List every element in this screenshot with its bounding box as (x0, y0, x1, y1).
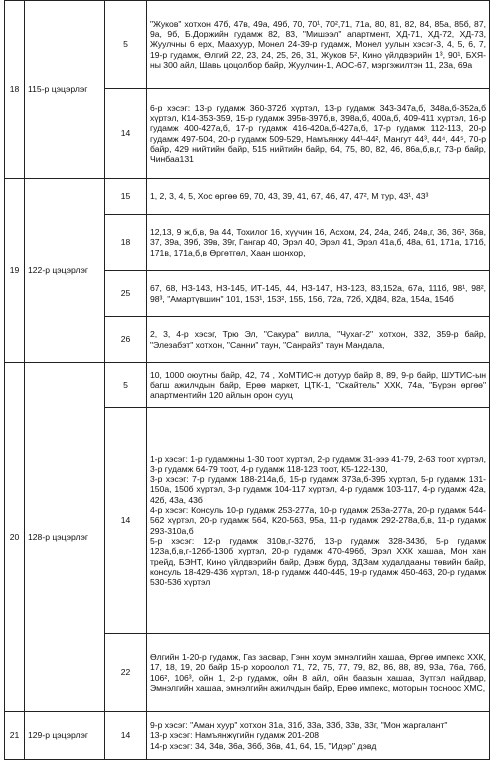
section-number: 26 (105, 317, 147, 363)
row-number: 20 (5, 363, 25, 712)
address-table (4, 0, 490, 760)
section-number: 22 (105, 634, 147, 712)
address-cell: Өлгийн 1-20-р гудамж, Газ засвар, Гэнн хоум эмнэлгийн хашаа, Өргөө импекс ХХК, 17, 18, 19, 20 байр 15-р хороолол 71, 72, 75, 77, 79, 82, 86, 88, 89, 93а, 76а, 76б, 106², 106³, ойн 1, 2-р гудамж, ойн 8 айл, ойн баазын хашаа, Зүтгэл найдвар, Эмнэлгийн хашаа, эмнэлгийн ажилчдын байр, Ерөө импекс, моторын тосноос ХМС, (147, 634, 490, 712)
kindergarten-name: 129-р цэцэрлэг (25, 712, 105, 760)
kindergarten-name: 122-р цэцэрлэг (25, 179, 105, 363)
table-row (5, 179, 490, 215)
address-cell: 67, 68, НЗ-143, НЗ-145, ИТ-145, 44, НЗ-147, НЗ-123, 83,152а, 67а, 111б, 98¹, 98², 98³, "Амартүвшин" 101, 153¹, 153², 155, 156, 72а, 72б, ХД84, 82а, 154а, 154б (147, 271, 490, 317)
section-number: 14 (105, 408, 147, 634)
address-cell: 12,13, 9 ж,б,в, 9а 44, Тохилог 16, хүүчин 16, Асхом, 24, 24а, 24б, 24в,г, 36, 36², 36в, 37, 39а, 39б, 39в, 39г, Гангар 40, Эрэл 40, Эрэл 41, Эрэл 41а,б, 48а, 61, 171а, 171б, 171в, 171а,б,в Өргөтгөл, Хаан шонхор, (147, 215, 490, 271)
address-cell: 1, 2, 3, 4, 5, Хос өргөө 69, 70, 43, 39, 41, 67, 46, 47, 47², М тур, 43¹, 43³ (147, 179, 490, 215)
section-number: 25 (105, 271, 147, 317)
section-number: 5 (105, 1, 147, 89)
table-row (5, 1, 490, 89)
kindergarten-name: 128-р цэцэрлэг (25, 363, 105, 712)
section-number: 15 (105, 179, 147, 215)
address-cell: 6-р хэсэг: 13-р гудамж 360-372б хүртэл, 13-р гудамж 343-347а,б, 348а,б-352а,б хүртэл, К14-353-359, 15-р гудамж 395в-397б,в, 398а,б, 400а,б, 409-411 хүртэл, 16-р гудамж 400-427а,б, 17-р гудамж 416-420а,б-427а,б, 17-р гудамж 112-113, 20-р гудамж 497-504, 20-р гудамж 509-529, Намъянжу 44¹-44², Мангут 44³, 44⁴, 44⁵, 70-р байр, 429 нийтийн байр, 515 нийтийн байр, 64, 75, 80, 82, 46, 86а,б,в,г, 73-р байр, Чинбаа131 (147, 89, 490, 179)
address-cell: 1-р хэсэг: 1-р гудамжны 1-30 тоот хүртэл, 2-р гудамж 31-эээ 41-79, 2-63 тоот хүртэл, 3-р гудамж 64-79 тоот, 4-р гудамж 118-123 тоот, К5-122-130, 3-р хэсэг: 7-р гудамж 188-214а,б, 15-р гудамж 373а,б-395 хүртэл, 5-р гудамж 131-150а, 150б хүртэл, 3-р гудамж 104-117 хүртэл, 4-р гудамж 103-117, 4-р гудамж 42а, 42б, 43а, 43б 4-р хэсэг: Консуль 10-р гудамж 253-277а, 10-р гудамж 253а-277а, 20-р гудамж 544-562 хүртэл, 20-р гудамж 564, К20-563, 95а, 11-р гудамж 292-278а,б,в, 11-р гудамж 293-310а,б 5-р хэсэг: 12-р гудамж 310в,г-327б, 13-р гудамж 328-343б, 5-р гудамж 123а,б,в,г-126б-130б хүртэл, 20-р гудамж 470-496б, Эрэл ХХК хашаа, Мон хан трейд, БЭНТ, Кино үйлдвэрийн байр, Дэвж бурд, ЗДЗам худалдааны төвийн байр, консуль 18-429-436 хүртэл, 18-р гудамж 440-445, 19-р гудамж 450-463, 20-р гудамж 530-536 хүртэл (147, 408, 490, 634)
table-row (5, 712, 490, 760)
table-row (5, 363, 490, 408)
section-number: 14 (105, 712, 147, 760)
section-number: 14 (105, 89, 147, 179)
row-number: 18 (5, 1, 25, 179)
address-cell: 2, 3, 4-р хэсэг, Трю Эл, "Сакура" вилла, "Чухаг-2" хотхон, 332, 359-р байр, "Элезабэт" хотхон, "Санни" таун, "Санрайз" таун Мандала, (147, 317, 490, 363)
address-cell: 9-р хэсэг: "Аман хуур" хотхон 31а, 31б, 33а, 33б, 33в, 33г, "Мон жаргалант" 13-р хэсэг: Намъянжүгийн гудамж 201-208 14-р хэсэг: 34, 34в, 36а, 36б, 36в, 41, 64, 15, "Идэр" дэвд (147, 712, 490, 760)
row-number: 21 (5, 712, 25, 760)
section-number: 5 (105, 363, 147, 408)
address-cell: "Жуков" хотхон 47б, 47в, 49а, 49б, 70, 70¹, 70²,71, 71а, 80, 81, 82, 84, 85а, 85б, 87, 9а, 9б, Б.Доржийн гудамж 82, 83, "Мишээл" апартмент, ХД-71, ХД-72, ХД-73, Жуулчны 6 ерх, Маахуур, Монел 24-39-р гудамж, Монел уулын хэсэг-3, 4, 5, 6, 7, 19-р гудамж, Өлгий 22, 23, 24, 25, 26, 31, Жуков 5², Кино үйлдвэрийн 1³, 90¹, БХЯ-ны 300 айл, Шавь цоцолбор байр, Жуулчин-1, АОС-67, мэргэжилтэн 11, 23а, 69а (147, 1, 490, 89)
row-number: 19 (5, 179, 25, 363)
section-number: 18 (105, 215, 147, 271)
address-cell: 10, 1000 оюутны байр, 42, 74 , ХоМТИС-н дотуур байр 8, 89, 9-р байр, ШУТИС-ын багш ажилчдын байр, Ерөө маркет, ЦТК-1, "Скайтель" ХХК, 74а, "Бүрэн өргөө" апартментийн 120 айлын орон сууц (147, 363, 490, 408)
kindergarten-name: 115-р цэцэрлэг (25, 1, 105, 179)
